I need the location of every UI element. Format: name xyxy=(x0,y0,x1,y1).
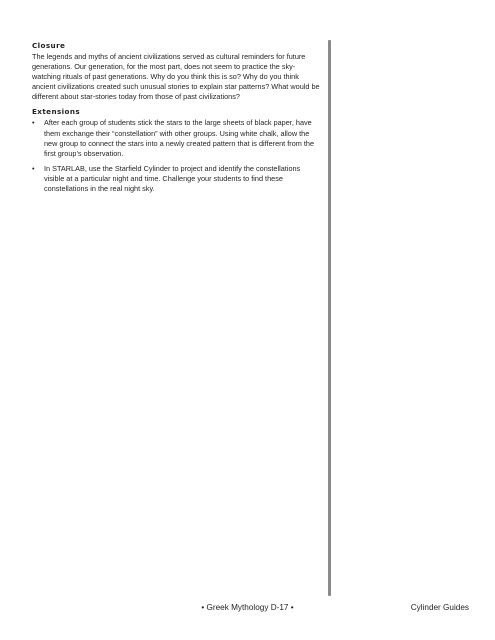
extension-item-2 xyxy=(32,164,322,194)
closure-paragraph: The legends and myths of ancient civilizations served as cultural reminders for future generations. Our generation, for the most part, does not seem to practice the sky-watching rituals of past generations. Why do you think this is so? Why do you think ancient civilizations created such unusual stories to explain star patterns? What would be different about star-stories today from those of past civilizations? xyxy=(32,52,320,102)
extensions-heading: Extensions xyxy=(32,107,81,117)
extension-item-1 xyxy=(32,118,322,158)
extension-item-text: In STARLAB, use the Starfield Cylinder to project and identify the constellations visible at a particular night and time. Challenge your students to find these constellations in the real night sky. xyxy=(44,163,301,194)
page-footer-title: • Greek Mythology D-17 • xyxy=(201,603,294,612)
extension-item-text: After each group of students stick the stars to the large sheets of black paper, have them exchange their “constellation” with other groups. Using white chalk, allow the new group to connect the stars into a newly created pattern that is different from the first group’s observation. xyxy=(44,118,315,158)
vertical-divider xyxy=(328,40,331,596)
bullet-icon: • xyxy=(32,163,35,173)
closure-heading: Closure xyxy=(32,41,66,50)
main-content xyxy=(32,41,322,199)
page-footer-series: Cylinder Guides xyxy=(410,603,469,612)
extensions-list xyxy=(32,118,322,194)
bullet-icon: • xyxy=(32,118,35,128)
